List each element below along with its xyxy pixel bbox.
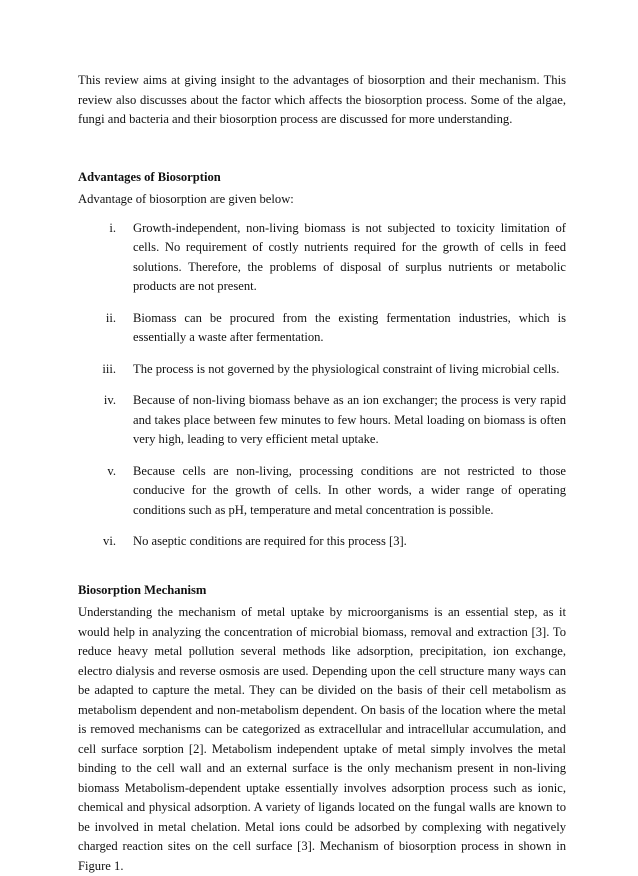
list-item <box>78 219 566 297</box>
list-item-number: ii. <box>105 310 116 325</box>
list-item-number: v. <box>107 463 116 478</box>
list-item <box>78 462 566 521</box>
list-item <box>78 532 566 552</box>
advantages-list <box>78 219 566 552</box>
list-item <box>78 360 566 380</box>
list-item-text: Biomass can be procured from the existing fermentation industries, which is essentially a waste after fermentation. <box>133 310 566 344</box>
mechanism-paragraph: Understanding the mechanism of metal uptake by microorganisms is an essential step, as it would help in analyzing the concentration of microbial biomass, removal and extraction [3]. To reduce heavy metal pollution several methods like adsorption, precipitation, ion exchange, electro dialysis and reverse osmosis are used. Depending upon the cell structure many ways can be adapted to capture the metal. They can be divided on the basis of their cell metabolism as metabolism dependent and non-metabolism dependent. On basis of the location where the metal is removed mechanisms can be categorized as extracellular and intracellular accumulation, and cell surface sorption [2]. Metabolism independent uptake of metal simply involves the metal binding to the cell wall and an external surface is the only mechanism present in non-living biomass Metabolism-dependent uptake essentially involves adsorption process such as ionic, chemical and physical adsorption. A variety of ligands located on the fungal walls are known to be involved in metal chelation. Metal ions could be adsorbed by complexing with negatively charged reaction sites on the cell surface [3]. Mechanism of biosorption process in shown in Figure 1. <box>78 605 566 873</box>
list-item-text: Because of non-living biomass behave as an ion exchanger; the process is very rapid and takes place between few minutes to few hours. Metal loading on biomass is often very high, leading to very efficient metal uptake. <box>133 393 566 446</box>
mechanism-heading: Biosorption Mechanism <box>78 582 207 597</box>
list-item-number: vi. <box>103 534 116 548</box>
document-page <box>78 71 566 876</box>
list-item-number: iii. <box>102 361 116 376</box>
list-item-text: No aseptic conditions are required for this process [3]. <box>133 534 407 548</box>
advantages-lead: Advantage of biosorption are given below: <box>78 192 294 206</box>
advantages-heading: Advantages of Biosorption <box>78 169 221 184</box>
list-item-number: iv. <box>103 393 116 407</box>
intro-paragraph: This review aims at giving insight to the advantages of biosorption and their mechanism. This review also discusses about the factor which affects the biosorption process. Some of the algae, fungi and bacteria and their biosorption process are discussed for more understanding. <box>78 73 566 126</box>
list-item-text: Growth-independent, non-living biomass is not subjected to toxicity limitation of cells. No requirement of costly nutrients required for the growth of cells in feed solutions. Therefore, the problems of disposal of surplus nutrients or metabolic products are not present. <box>133 220 566 293</box>
list-item <box>78 391 566 450</box>
list-item-text: Because cells are non-living, processing conditions are not restricted to those conducive for the growth of cells. In other words, a wider range of operating conditions such as pH, temperature and metal concentration is possible. <box>133 463 566 517</box>
list-item-number: i. <box>109 220 116 235</box>
list-item <box>78 309 566 348</box>
list-item-text: The process is not governed by the physiological constraint of living microbial cells. <box>133 361 560 376</box>
